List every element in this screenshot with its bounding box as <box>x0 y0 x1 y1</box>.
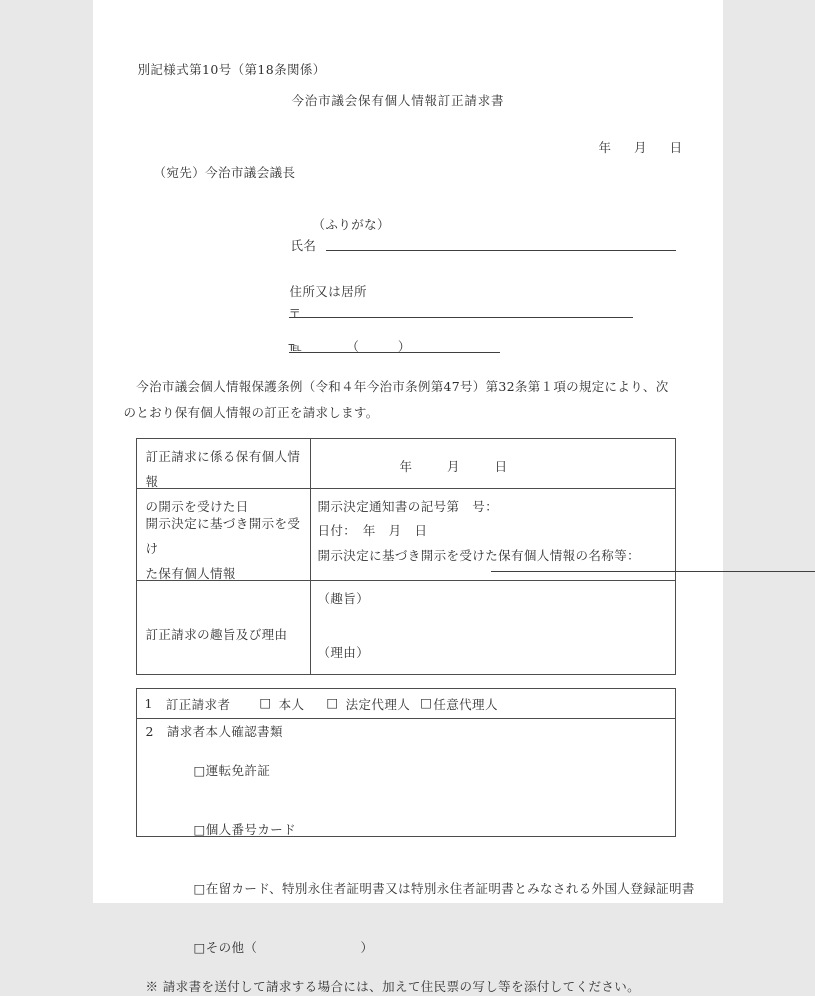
request-details-table <box>136 438 676 675</box>
year-label: 年 <box>599 138 612 156</box>
notice-number-line: 開示決定通知書の記号第 号： <box>318 495 675 519</box>
checkbox-option-legal-representative[interactable]: □ 法定代理人 <box>326 695 410 713</box>
furigana-label: （ふりがな） <box>313 215 390 233</box>
postal-address-input-line[interactable] <box>289 317 633 318</box>
name-input-line[interactable] <box>326 250 676 251</box>
disclosed-info-label: 開示決定に基づき開示を受け た保有個人情報 <box>137 489 311 580</box>
checkbox-drivers-license[interactable]: □運転免許証 <box>159 742 669 801</box>
disclosure-date-cell[interactable] <box>311 439 675 488</box>
notice-date-line: 日付： 年 月 日 <box>318 519 675 543</box>
checkbox-icon[interactable]: □ <box>420 695 432 713</box>
checkbox-icon[interactable]: □ <box>194 940 206 955</box>
item-number: 1 <box>145 696 153 711</box>
checkbox-my-number-card[interactable]: □個人番号カード <box>159 800 669 859</box>
table-row <box>137 580 675 674</box>
mailing-note: ※ 請求書を送付して請求する場合には、加えて住民票の写し等を添付してください。 <box>146 977 669 996</box>
checkbox-icon[interactable]: □ <box>194 881 206 896</box>
info-name-input-line[interactable] <box>491 571 815 572</box>
item-number: 2 <box>146 724 154 739</box>
year-label: 年 <box>400 457 413 475</box>
page-title: 今治市議会保有個人情報訂正請求書 <box>292 91 505 109</box>
purport-reason-label: 訂正請求の趣旨及び理由 <box>137 581 311 674</box>
postal-mark-icon: 〒 <box>289 304 302 322</box>
recipient-label: （宛先）今治市議会議長 <box>154 163 296 181</box>
purport-label: （趣旨） <box>318 586 675 611</box>
month-label: 月 <box>447 457 460 475</box>
header-date-line <box>599 138 683 156</box>
disclosure-date-blank <box>400 457 508 475</box>
checkbox-icon[interactable]: □ <box>326 695 338 713</box>
requester-check-table <box>136 688 676 837</box>
checkbox-icon[interactable]: □ <box>194 763 206 778</box>
tel-area-code-blank[interactable]: （ ） <box>346 339 411 354</box>
checkbox-icon[interactable]: □ <box>259 695 271 713</box>
disclosed-info-cell[interactable] <box>311 489 675 580</box>
checkbox-other[interactable]: □その他（ ） <box>159 918 669 977</box>
reason-label: （理由） <box>318 640 675 665</box>
day-label: 日 <box>495 457 508 475</box>
form-number-label: 別記様式第10号（第18条関係） <box>138 60 326 78</box>
declaration-text <box>124 374 669 427</box>
tel-input-line[interactable] <box>289 352 500 353</box>
table-row <box>137 488 675 580</box>
document-page <box>93 0 723 903</box>
identity-docs-row <box>137 718 675 836</box>
address-label: 住所又は居所 <box>290 282 367 300</box>
tel-icon: ℡ <box>289 339 303 354</box>
name-label: 氏名 <box>291 236 317 254</box>
disclosure-date-label: 訂正請求に係る保有個人情報 の開示を受けた日 <box>137 439 311 488</box>
checkbox-icon[interactable]: □ <box>194 822 206 837</box>
checkbox-option-voluntary-representative[interactable]: □ 任意代理人 <box>420 695 498 713</box>
day-label: 日 <box>670 138 683 156</box>
table-row <box>137 439 675 488</box>
identity-docs-heading: 2 請求者本人確認書類 <box>146 722 669 742</box>
requester-type-row <box>137 689 675 718</box>
requester-type-label: 訂正請求者 <box>166 695 231 713</box>
declaration-line-2: のとおり保有個人情報の訂正を請求します。 <box>124 400 669 426</box>
checkbox-option-self[interactable]: □ 本人 <box>259 695 304 713</box>
purport-reason-cell[interactable] <box>311 581 675 674</box>
checkbox-residence-card[interactable]: □在留カード、特別永住者証明書又は特別永住者証明書とみなされる外国人登録証明書 <box>159 859 669 918</box>
declaration-line-1: 今治市議会個人情報保護条例（令和４年今治市条例第47号）第32条第１項の規定により、次 <box>124 374 669 400</box>
month-label: 月 <box>634 138 647 156</box>
info-name-line: 開示決定に基づき開示を受けた保有個人情報の名称等： <box>318 544 675 568</box>
